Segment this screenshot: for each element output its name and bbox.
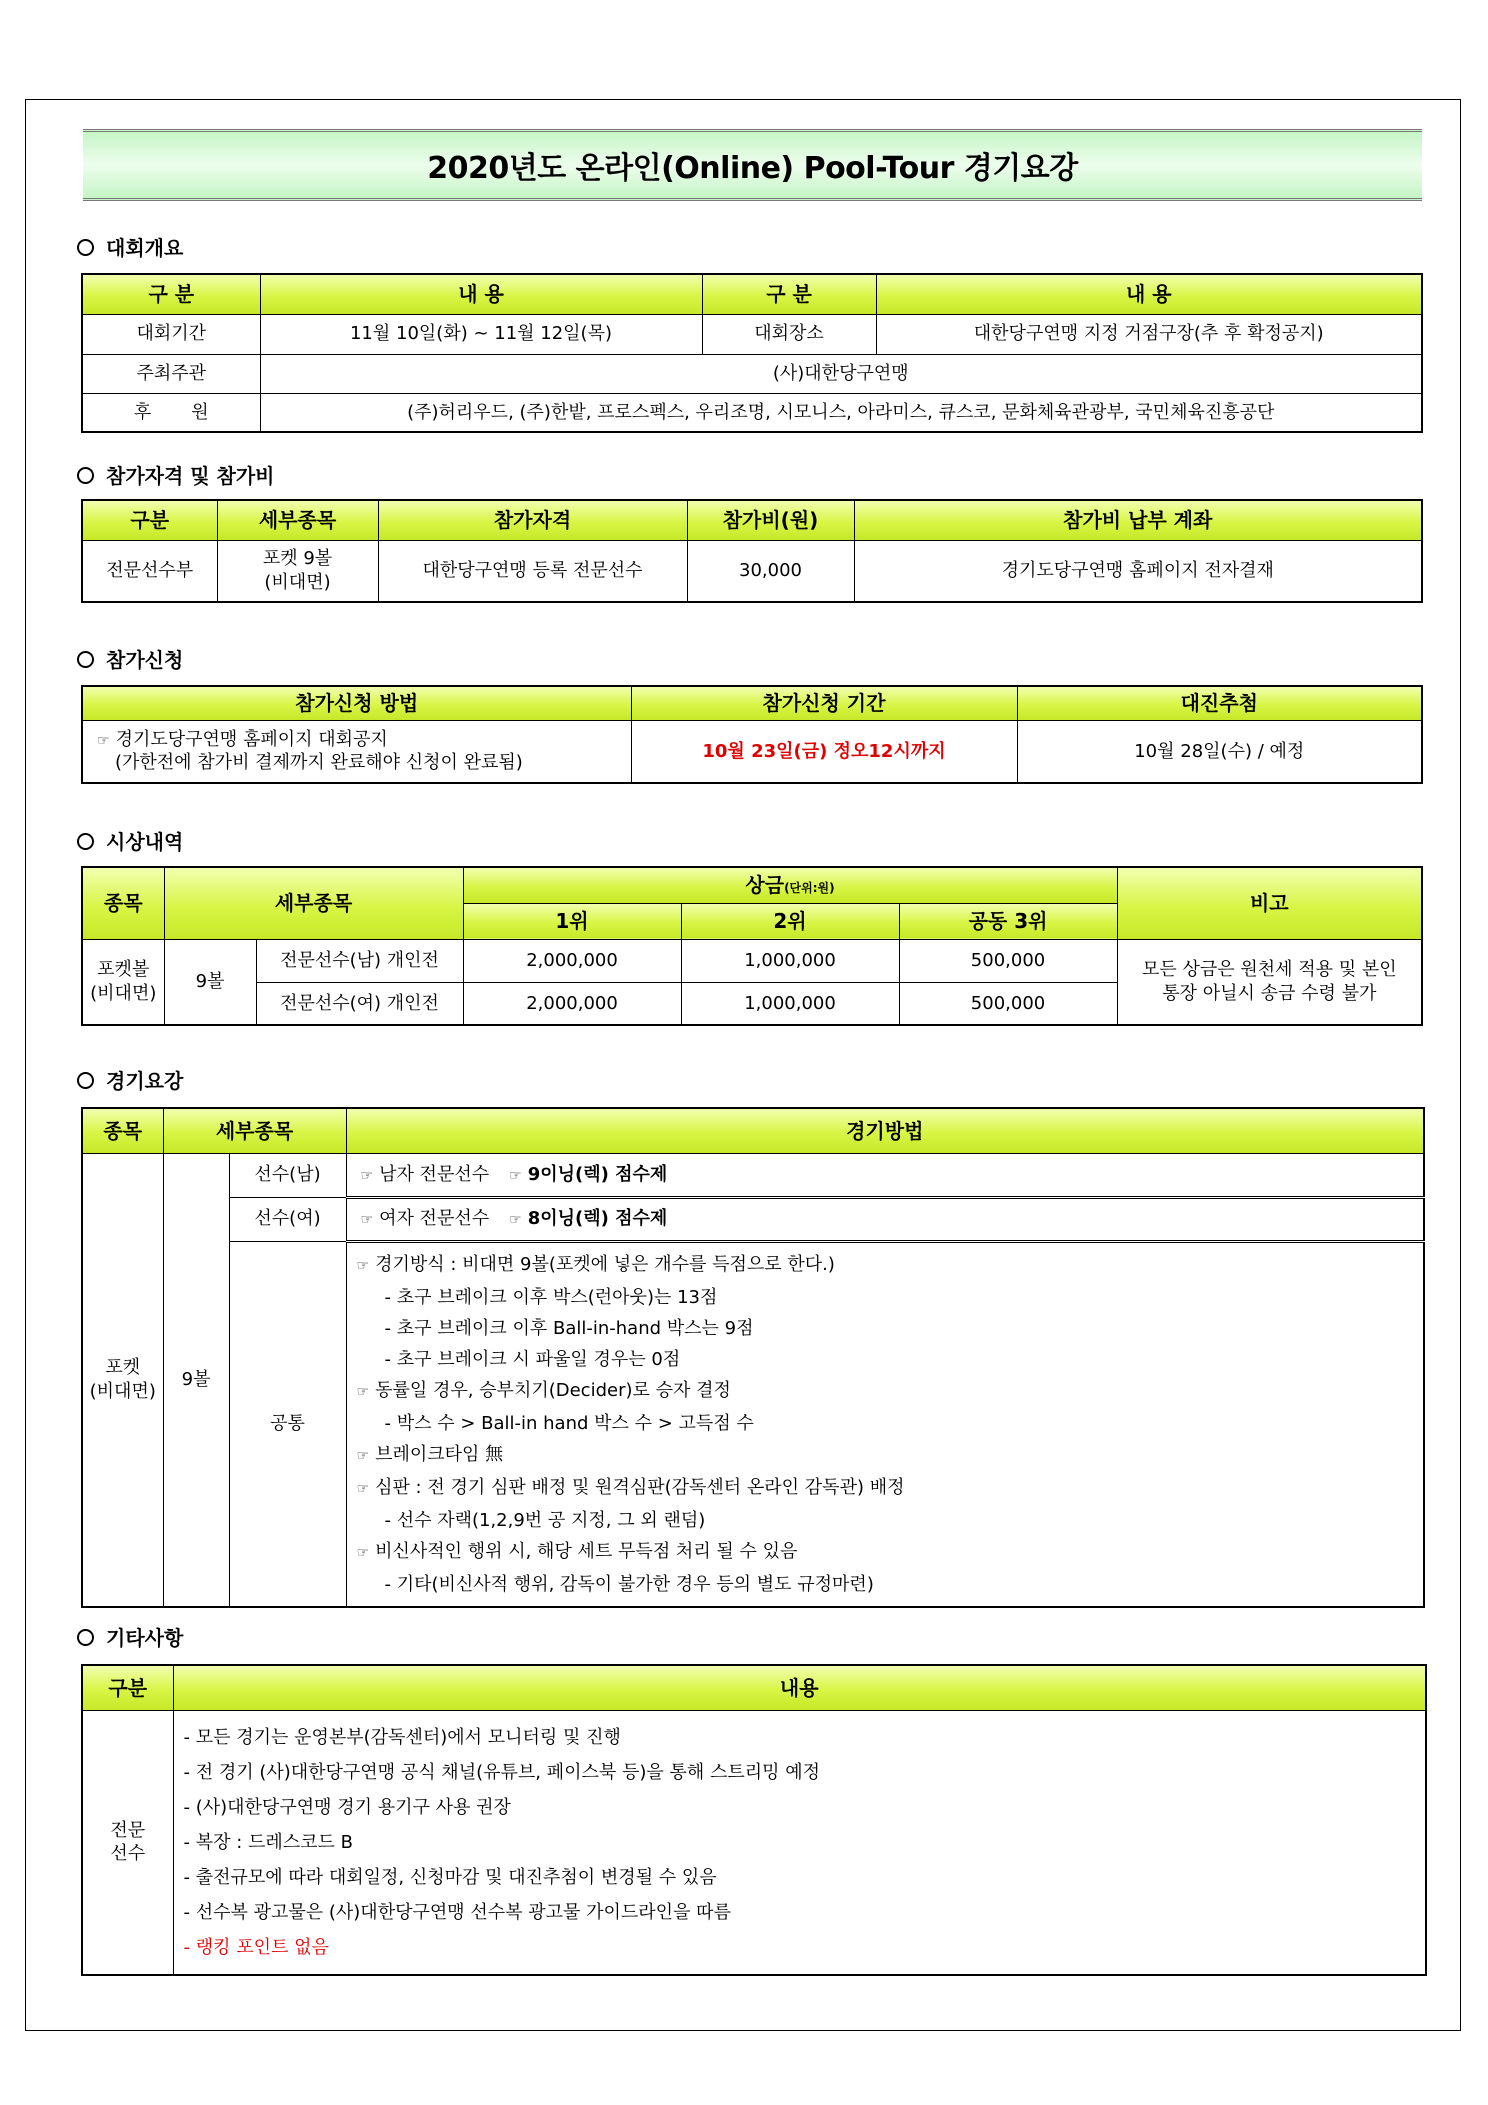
prize-label: 상금 xyxy=(745,873,785,898)
rules-common-label: 공통 xyxy=(229,1241,346,1607)
awards-note xyxy=(1117,939,1422,1025)
overview-header-category: 구 분 xyxy=(82,274,260,314)
awards-row-third: 500,000 xyxy=(899,939,1117,982)
qualification-table xyxy=(81,499,1423,603)
qual-fee: 30,000 xyxy=(687,540,854,602)
section-heading-awards xyxy=(77,826,183,855)
etc-line: - 전 경기 (사)대한당구연맹 공식 채널(유튜브, 페이스북 등)을 통해 스트리밍 예정 xyxy=(183,1761,821,1783)
rules-method-text: - 초구 브레이크 이후 박스(런아웃)는 13점 xyxy=(384,1286,718,1308)
rules-method-line xyxy=(357,1536,1414,1569)
rules-method-line xyxy=(357,1408,1414,1439)
rules-table xyxy=(81,1107,1425,1608)
app-method-line1: 경기도당구연맹 홈페이지 대회공지 xyxy=(115,728,388,750)
host-label: 주최주관 xyxy=(82,354,260,393)
qual-header-payment: 참가비 납부 계좌 xyxy=(854,500,1422,540)
qual-header-eligibility: 참가자격 xyxy=(378,500,687,540)
rules-method-line xyxy=(357,1439,1414,1472)
circle-bullet-icon xyxy=(77,651,94,668)
circle-bullet-icon xyxy=(77,239,94,256)
rules-method-line xyxy=(357,1249,1414,1282)
qual-division: 전문선수부 xyxy=(82,540,217,602)
rules-method-line xyxy=(357,1472,1414,1505)
section-heading-rules xyxy=(77,1065,183,1094)
section-heading-application xyxy=(77,644,183,673)
prize-unit: (단위:원) xyxy=(784,881,835,896)
awards-event-line1: 포켓볼 xyxy=(97,959,150,981)
etc-line: - 랭킹 포인트 없음 xyxy=(183,1936,329,1958)
rules-male-label: 선수(남) xyxy=(229,1153,346,1197)
etc-header-division: 구분 xyxy=(82,1665,173,1710)
awards-sub-event: 9볼 xyxy=(164,939,256,1025)
pointing-hand-icon: ☞ xyxy=(356,1447,370,1464)
awards-row-first: 2,000,000 xyxy=(463,982,681,1025)
section-heading-qualification xyxy=(77,460,275,489)
etc-line: - 출전규모에 따라 대회일정, 신청마감 및 대진추첨이 변경될 수 있음 xyxy=(183,1866,717,1888)
circle-bullet-icon xyxy=(77,467,94,484)
awards-header-event: 종목 xyxy=(82,867,164,939)
pointing-hand-icon: ☞ xyxy=(509,1167,522,1184)
rules-male xyxy=(346,1153,1424,1197)
rules-female-desc: 여자 전문선수 xyxy=(379,1208,490,1230)
rules-method-line xyxy=(357,1505,1414,1536)
rules-method-line xyxy=(357,1569,1414,1600)
rules-male-desc: 남자 전문선수 xyxy=(379,1163,490,1185)
circle-bullet-icon xyxy=(77,833,94,850)
overview-header-content-2: 내 용 xyxy=(876,274,1422,314)
rules-method-text: - 초구 브레이크 이후 Ball-in-hand 박스는 9점 xyxy=(384,1317,754,1339)
app-draw: 10월 28일(수) / 예정 xyxy=(1017,720,1422,783)
rules-method-text: 브레이크타임 無 xyxy=(375,1443,504,1465)
awards-event-line2: (비대면) xyxy=(90,982,157,1004)
qual-eligibility: 대한당구연맹 등록 전문선수 xyxy=(378,540,687,602)
rules-male-rule: 9이닝(렉) 점수제 xyxy=(527,1163,668,1185)
sponsor-label: 후 원 xyxy=(82,393,260,432)
awards-row-detail: 전문선수(여) 개인전 xyxy=(256,982,463,1025)
awards-note-line2: 통장 아닐시 송금 수령 불가 xyxy=(1162,982,1377,1004)
etc-division-line1: 전문 xyxy=(110,1819,146,1841)
awards-header-first: 1위 xyxy=(463,903,681,939)
overview-header-category-2: 구 분 xyxy=(702,274,876,314)
period-label: 대회기간 xyxy=(82,314,260,354)
qual-event xyxy=(217,540,378,602)
rules-method-text: - 기타(비신사적 행위, 감독이 불가한 경우 등의 별도 규정마련) xyxy=(384,1573,874,1595)
awards-row-second: 1,000,000 xyxy=(681,939,899,982)
rules-method-text: - 박스 수 > Ball-in hand 박스 수 > 고득점 수 xyxy=(384,1412,754,1434)
venue-value: 대한당구연맹 지정 거점구장(추 후 확정공지) xyxy=(876,314,1422,354)
rules-header-event: 종목 xyxy=(82,1108,163,1153)
app-method-line2: (가한전에 참가비 결제까지 완료해야 신청이 완료됨) xyxy=(115,752,523,774)
etc-line: - 복장 : 드레스코드 B xyxy=(183,1831,354,1853)
etc-division xyxy=(82,1710,173,1975)
awards-note-line1: 모든 상금은 원천세 적용 및 본인 xyxy=(1141,959,1397,981)
section-label: 참가자격 및 참가비 xyxy=(106,464,275,488)
pointing-hand-icon: ☞ xyxy=(356,1257,370,1274)
circle-bullet-icon xyxy=(77,1629,94,1646)
awards-header-third: 공동 3위 xyxy=(899,903,1117,939)
rules-event xyxy=(82,1153,163,1607)
sponsor-value: (주)허리우드, (주)한밭, 프로스펙스, 우리조명, 시모니스, 아라미스, 큐스코, 문화체육관광부, 국민체육진흥공단 xyxy=(260,393,1422,432)
awards-table xyxy=(81,866,1423,1026)
rules-event-line2: (비대면) xyxy=(89,1380,156,1402)
section-heading-overview xyxy=(77,232,183,261)
section-label: 참가신청 xyxy=(106,648,184,672)
qual-payment: 경기도당구연맹 홈페이지 전자결재 xyxy=(854,540,1422,602)
etc-line: - (사)대한당구연맹 경기 용기구 사용 권장 xyxy=(183,1796,511,1818)
app-method xyxy=(82,720,631,783)
pointing-hand-icon: ☞ xyxy=(509,1212,522,1229)
pointing-hand-icon: ☞ xyxy=(356,1383,370,1400)
rules-header-method: 경기방법 xyxy=(346,1108,1424,1153)
overview-table xyxy=(81,273,1423,433)
awards-row-detail: 전문선수(남) 개인전 xyxy=(256,939,463,982)
rules-method-text: 경기방식 : 비대면 9볼(포켓에 넣은 개수를 득점으로 한다.) xyxy=(375,1253,835,1275)
app-header-draw: 대진추첨 xyxy=(1017,686,1422,720)
qual-header-fee: 참가비(원) xyxy=(687,500,854,540)
etc-header-content: 내용 xyxy=(173,1665,1426,1710)
rules-method-text: 심판 : 전 경기 심판 배정 및 원격심판(감독센터 온라인 감독관) 배정 xyxy=(375,1476,905,1498)
app-period: 10월 23일(금) 정오12시까지 xyxy=(631,720,1017,783)
pointing-hand-icon: ☞ xyxy=(356,1480,370,1497)
qual-event-line1: 포켓 9볼 xyxy=(262,548,333,570)
rules-method-line xyxy=(357,1375,1414,1408)
section-label: 기타사항 xyxy=(106,1626,184,1650)
overview-header-content: 내 용 xyxy=(260,274,702,314)
etc-line: - 모든 경기는 운영본부(감독센터)에서 모니터링 및 진행 xyxy=(183,1726,621,1748)
venue-label: 대회장소 xyxy=(702,314,876,354)
etc-table xyxy=(81,1664,1427,1976)
rules-method-text: 동률일 경우, 승부치기(Decider)로 승자 결정 xyxy=(375,1379,731,1401)
pointing-hand-icon: ☞ xyxy=(360,1212,374,1229)
period-value: 11월 10일(화) ~ 11월 12일(목) xyxy=(260,314,702,354)
rules-method-line xyxy=(357,1313,1414,1344)
awards-row-third: 500,000 xyxy=(899,982,1117,1025)
etc-division-line2: 선수 xyxy=(110,1843,146,1865)
qual-event-line2: (비대면) xyxy=(264,571,331,593)
app-header-method: 참가신청 방법 xyxy=(82,686,631,720)
app-header-period: 참가신청 기간 xyxy=(631,686,1017,720)
pointing-hand-icon: ☞ xyxy=(360,1167,374,1184)
etc-list xyxy=(173,1710,1426,1975)
rules-method-text: - 선수 자랙(1,2,9번 공 지정, 그 외 랜덤) xyxy=(384,1509,706,1531)
rules-method-line xyxy=(357,1344,1414,1375)
section-label: 대회개요 xyxy=(106,236,184,260)
pointing-hand-icon: ☞ xyxy=(356,1544,370,1561)
awards-header-prize xyxy=(463,867,1117,903)
host-value: (사)대한당구연맹 xyxy=(260,354,1422,393)
rules-female-label: 선수(여) xyxy=(229,1197,346,1241)
awards-header-second: 2위 xyxy=(681,903,899,939)
qual-header-event: 세부종목 xyxy=(217,500,378,540)
circle-bullet-icon xyxy=(77,1072,94,1089)
awards-header-detail: 세부종목 xyxy=(164,867,463,939)
awards-event xyxy=(82,939,164,1025)
rules-method-line xyxy=(357,1282,1414,1313)
rules-female-rule: 8이닝(렉) 점수제 xyxy=(527,1208,668,1230)
rules-method-text: 비신사적인 행위 시, 해당 세트 무득점 처리 될 수 있음 xyxy=(375,1540,798,1562)
awards-header-note: 비고 xyxy=(1117,867,1422,939)
section-heading-etc xyxy=(77,1622,183,1651)
section-label: 경기요강 xyxy=(106,1069,184,1093)
rules-header-detail: 세부종목 xyxy=(163,1108,346,1153)
application-table xyxy=(81,685,1423,784)
page-title: 2020년도 온라인(Online) Pool-Tour 경기요강 xyxy=(83,129,1422,201)
rules-female xyxy=(346,1197,1424,1241)
awards-row-second: 1,000,000 xyxy=(681,982,899,1025)
rules-method-list xyxy=(346,1241,1424,1607)
rules-method-text: - 초구 브레이크 시 파울일 경우는 0점 xyxy=(384,1348,681,1370)
awards-row-first: 2,000,000 xyxy=(463,939,681,982)
rules-event-line1: 포켓 xyxy=(105,1357,141,1379)
etc-line: - 선수복 광고물은 (사)대한당구연맹 선수복 광고물 가이드라인을 따름 xyxy=(183,1901,731,1923)
qual-header-division: 구분 xyxy=(82,500,217,540)
rules-sub-event: 9볼 xyxy=(163,1153,229,1607)
section-label: 시상내역 xyxy=(106,830,184,854)
pointing-hand-icon: ☞ xyxy=(97,732,110,749)
